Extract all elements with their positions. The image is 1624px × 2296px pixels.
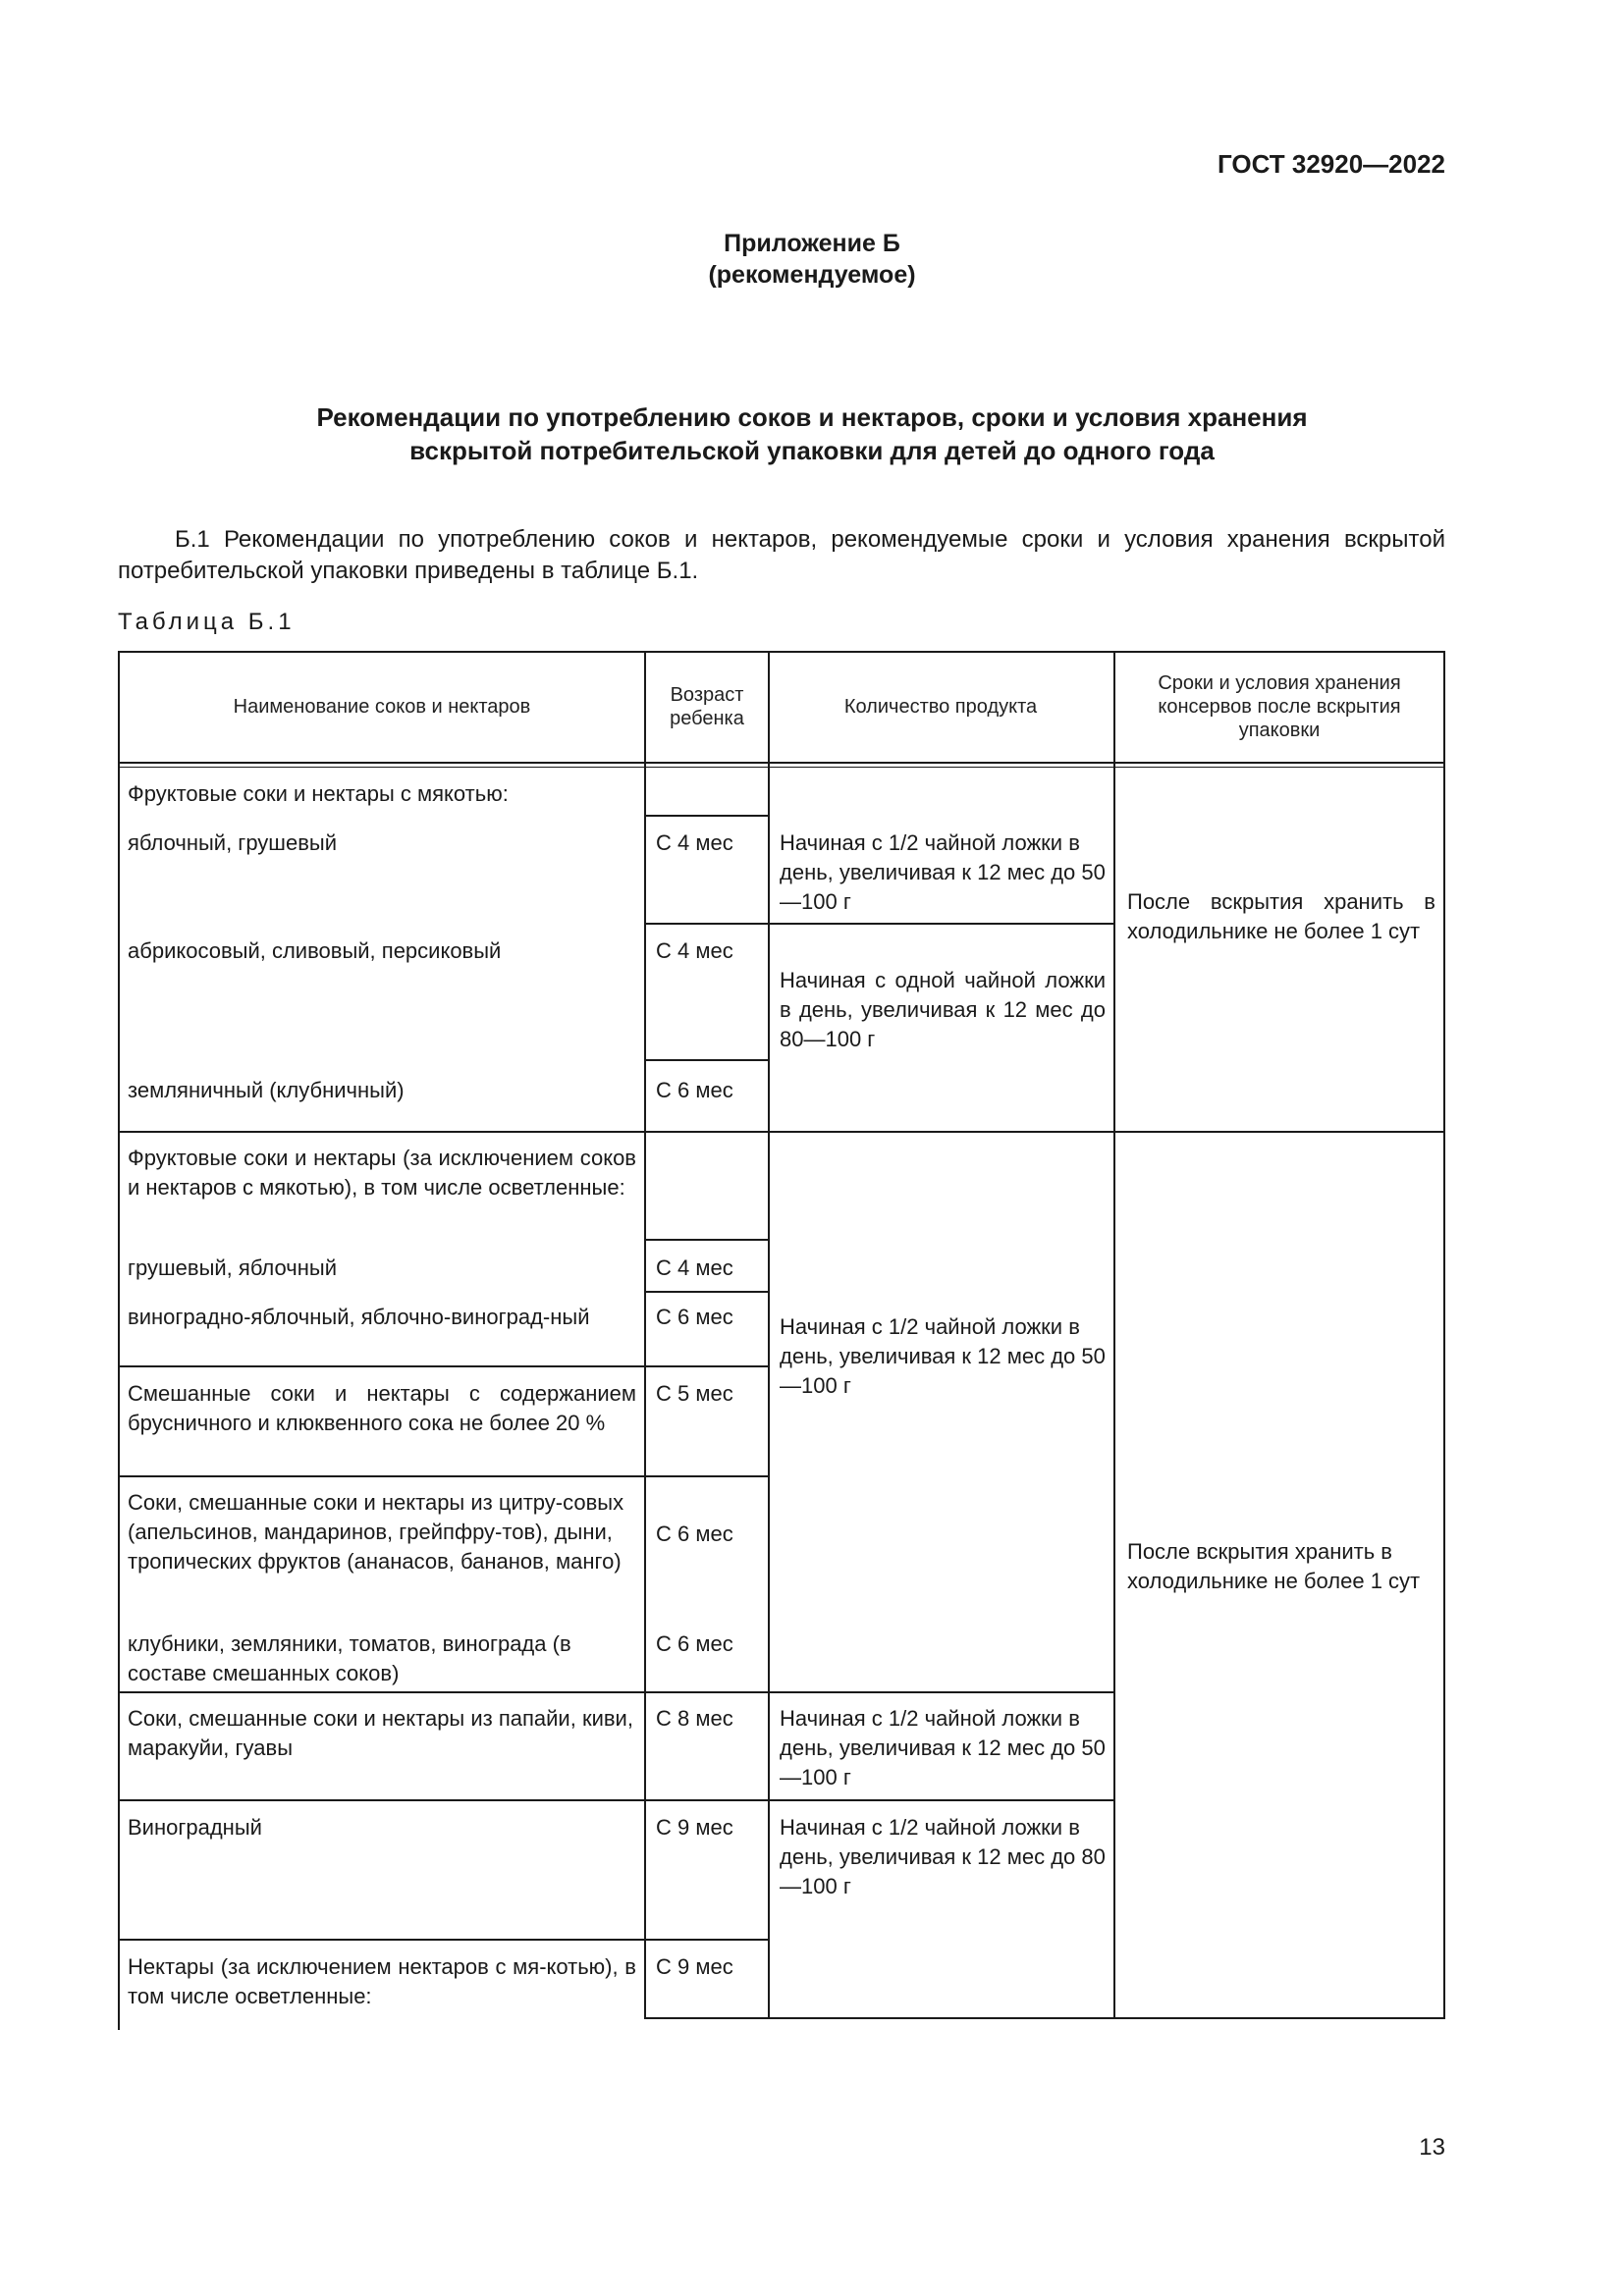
age-cell: С 4 мес <box>656 830 733 855</box>
age-rule-1 <box>644 815 768 817</box>
storage-cell: После вскрытия хранить в холодильнике не более 1 сут <box>1127 1539 1421 1593</box>
row-rule-papaya <box>118 1691 1113 1693</box>
qty-rule-1 <box>768 923 1113 925</box>
age-rule-2 <box>644 923 768 925</box>
name-cell: Нектары (за исключением нектаров с мя-котью), в том числе осветленные: <box>128 1954 636 2008</box>
age-rule-3 <box>644 1059 768 1061</box>
section-title-line-1: Рекомендации по употреблению соков и нектаров, сроки и условия хранения <box>316 402 1308 432</box>
col-sep-2 <box>768 651 770 2018</box>
intro-paragraph: Б.1 Рекомендации по употреблению соков и нектаров, рекомендуемые сроки и условия хранения вскрытой потребительской упаковки приведены в таблице Б.1. <box>118 526 1445 584</box>
name-cell: яблочный, грушевый <box>128 830 337 855</box>
age-cell: С 6 мес <box>656 1522 733 1546</box>
table-border-bottom <box>644 2017 1445 2019</box>
quantity-cell: Начиная с 1/2 чайной ложки в день, увеличивая к 12 мес до 50—100 г <box>780 1314 1106 1398</box>
quantity-cell: Начиная с одной чайной ложки в день, увеличивая к 12 мес до 80—100 г <box>780 968 1106 1051</box>
quantity-cell: Начиная с 1/2 чайной ложки в день, увеличивая к 12 мес до 50—100 г <box>780 830 1106 914</box>
name-cell: Смешанные соки и нектары с содержанием брусничного и клюквенного сока не более 20 % <box>128 1381 636 1435</box>
age-cell: С 4 мес <box>656 938 733 963</box>
table-caption: Таблица Б.1 <box>118 609 296 635</box>
row-rule-nectars <box>118 1939 768 1941</box>
age-cell: С 8 мес <box>656 1706 733 1731</box>
section-title-line-2: вскрытой потребительской упаковки для детей до одного года <box>409 436 1215 465</box>
header-rule <box>118 762 1445 764</box>
name-cell: земляничный (клубничный) <box>128 1078 405 1102</box>
name-cell: Соки, смешанные соки и нектары из цитру-совых (апельсинов, мандаринов, грейпфру-тов), дыни, тропических фруктов (ананасов, бананов, манго) <box>128 1490 624 1574</box>
header-name: Наименование соков и нектаров <box>233 696 531 718</box>
row-rule-grape <box>118 1799 1113 1801</box>
row-rule-citrus <box>118 1475 768 1477</box>
col-sep-3 <box>1113 651 1115 2018</box>
name-cell: Виноградный <box>128 1815 262 1840</box>
page-number: 13 <box>1419 2134 1445 2161</box>
header-storage: Сроки и условия хранения консервов после вскрытия упаковки <box>1158 672 1401 741</box>
name-cell: Фруктовые соки и нектары (за исключением соков и нектаров с мякотью), в том числе осветленные: <box>128 1146 636 1200</box>
col-sep-1 <box>644 651 646 2018</box>
age-cell: С 6 мес <box>656 1631 733 1656</box>
header-age: Возраст ребенка <box>670 684 744 729</box>
age-rule-5 <box>644 1291 768 1293</box>
name-cell: клубники, земляники, томатов, винограда (в составе смешанных соков) <box>128 1631 571 1685</box>
quantity-cell: Начиная с 1/2 чайной ложки в день, увеличивая к 12 мес до 80—100 г <box>780 1815 1106 1898</box>
table-border-right <box>1443 651 1445 2018</box>
age-cell: С 9 мес <box>656 1954 733 1979</box>
header-rule-2 <box>118 767 1445 768</box>
group-rule-1 <box>118 1131 1445 1133</box>
header-quantity: Количество продукта <box>843 696 1038 718</box>
name-cell: абрикосовый, сливовый, персиковый <box>128 938 502 963</box>
table-border-left <box>118 651 120 2030</box>
storage-cell: После вскрытия хранить в холодильнике не более 1 сут <box>1127 889 1435 943</box>
age-cell: С 4 мес <box>656 1255 733 1280</box>
row-rule-mixed <box>118 1365 768 1367</box>
name-cell: Фруктовые соки и нектары с мякотью: <box>128 781 509 806</box>
document-code: ГОСТ 32920—2022 <box>1218 149 1445 179</box>
name-cell: Соки, смешанные соки и нектары из папайи, киви, маракуйи, гуавы <box>128 1706 633 1760</box>
age-cell: С 9 мес <box>656 1815 733 1840</box>
name-cell: виноградно-яблочный, яблочно-виноград-ный <box>128 1305 590 1329</box>
name-cell: грушевый, яблочный <box>128 1255 337 1280</box>
quantity-cell: Начиная с 1/2 чайной ложки в день, увеличивая к 12 мес до 50—100 г <box>780 1706 1106 1789</box>
age-cell: С 6 мес <box>656 1078 733 1102</box>
annex-name: Приложение Б <box>724 230 900 257</box>
annex-status: (рекомендуемое) <box>708 261 916 289</box>
age-cell: С 5 мес <box>656 1381 733 1406</box>
age-rule-4 <box>644 1239 768 1241</box>
age-cell: С 6 мес <box>656 1305 733 1329</box>
